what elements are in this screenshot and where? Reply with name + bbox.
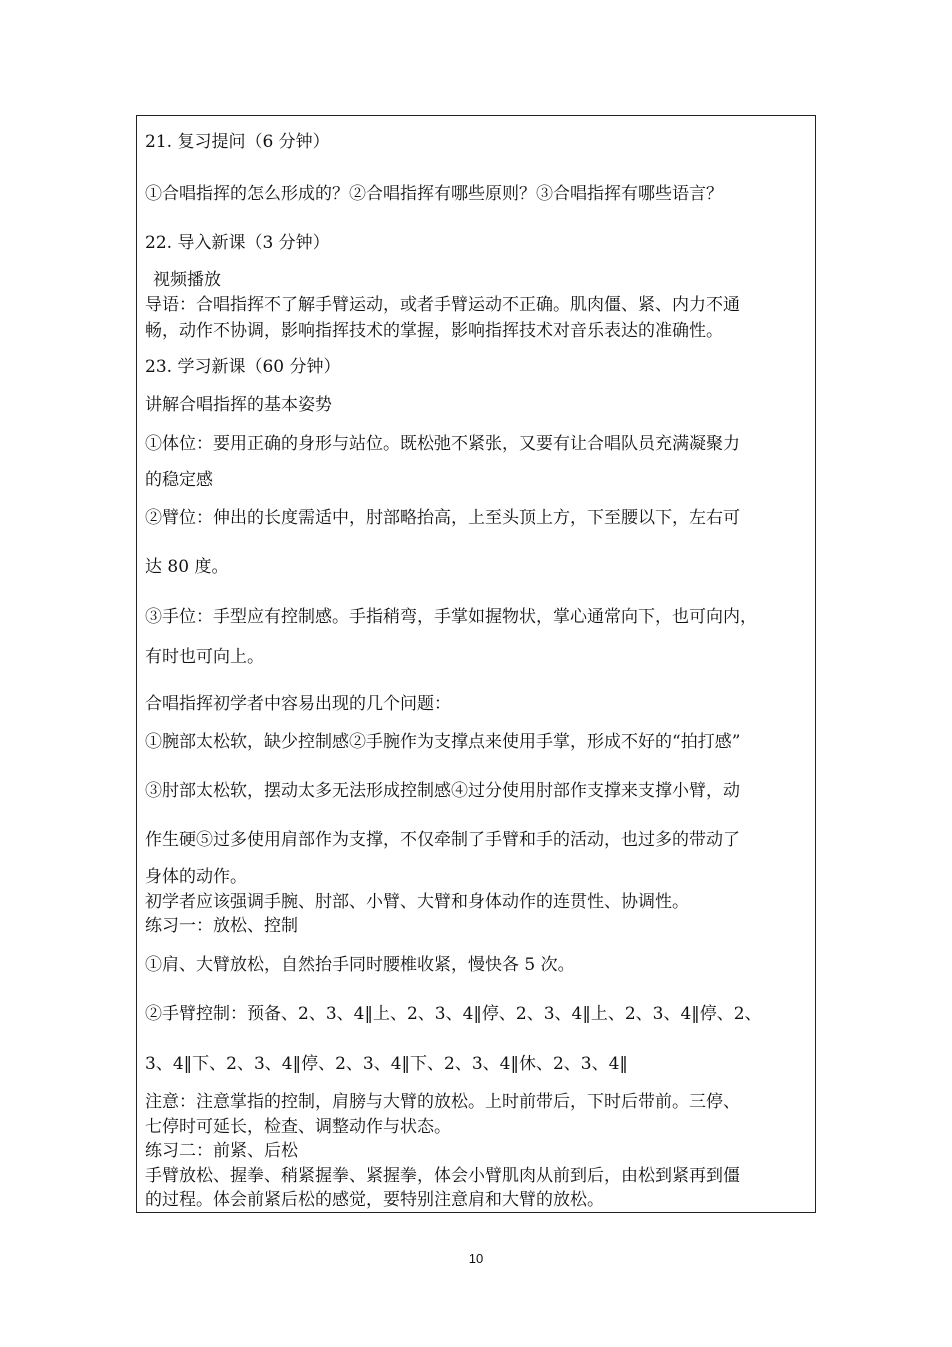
hand-position-line1: ③手位：手型应有控制感。手指稍弯，手掌如握物状，掌心通常向下，也可向内， bbox=[145, 607, 757, 627]
exercise1-title: 练习一：放松、控制 bbox=[145, 916, 298, 936]
topic-heading: 讲解合唱指挥的基本姿势 bbox=[145, 395, 332, 415]
body-position-line1: ①体位：要用正确的身形与站位。既松弛不紧张，又要有让合唱队员充满凝聚力 bbox=[145, 434, 740, 454]
problems-title: 合唱指挥初学者中容易出现的几个问题： bbox=[145, 694, 451, 714]
problems-line2: ③肘部太松软，摆动太多无法形成控制感④过分使用肘部作支撑来支撑小臂，动 bbox=[145, 781, 740, 801]
intro-text-line2: 畅，动作不协调，影响指挥技术的掌握，影响指挥技术对音乐表达的准确性。 bbox=[145, 321, 723, 341]
section-23-heading: 23. 学习新课（60 分钟） bbox=[145, 357, 341, 377]
hand-position-line2: 有时也可向上。 bbox=[145, 647, 264, 667]
note-line1: 注意：注意掌指的控制，肩膀与大臂的放松。上时前带后，下时后带前。三停、 bbox=[145, 1092, 740, 1112]
section-21-heading: 21. 复习提问（6 分钟） bbox=[145, 132, 330, 152]
exercise1-item1: ①肩、大臂放松，自然抬手同时腰椎收紧，慢快各 5 次。 bbox=[145, 955, 575, 975]
problems-line1: ①腕部太松软，缺少控制感②手腕作为支撑点来使用手掌，形成不好的“拍打感” bbox=[145, 732, 741, 752]
problems-line3: 作生硬⑤过多使用肩部作为支撑，不仅牵制了手臂和手的活动，也过多的带动了 bbox=[145, 830, 740, 850]
exercise1-item2-line1: ②手臂控制：预备、2、3、4‖上、2、3、4‖停、2、3、4‖上、2、3、4‖停、2、 bbox=[145, 1004, 762, 1024]
note-line2: 七停时可延长，检查、调整动作与状态。 bbox=[145, 1117, 451, 1137]
intro-text-line1: 导语：合唱指挥不了解手臂运动，或者手臂运动不正确。肌肉僵、紧、内力不通 bbox=[145, 295, 740, 315]
exercise2-line1: 手臂放松、握拳、稍紧握拳、紧握拳，体会小臂肌肉从前到后，由松到紧再到僵 bbox=[145, 1166, 740, 1186]
video-play-text: 视频播放 bbox=[153, 270, 221, 290]
review-questions: ①合唱指挥的怎么形成的？②合唱指挥有哪些原则？③合唱指挥有哪些语言？ bbox=[145, 184, 723, 204]
section-22-heading: 22. 导入新课（3 分钟） bbox=[145, 233, 330, 253]
lesson-plan-box bbox=[136, 115, 816, 1213]
arm-position-line1: ②臂位：伸出的长度需适中，肘部略抬高，上至头顶上方，下至腰以下，左右可 bbox=[145, 508, 740, 528]
body-position-line2: 的稳定感 bbox=[145, 470, 213, 490]
exercise2-line2: 的过程。体会前紧后松的感觉，要特别注意肩和大臂的放松。 bbox=[145, 1190, 604, 1210]
problems-line4: 身体的动作。 bbox=[145, 867, 247, 887]
arm-position-line2: 达 80 度。 bbox=[145, 557, 229, 577]
exercise2-title: 练习二：前紧、后松 bbox=[145, 1141, 298, 1161]
beginner-note: 初学者应该强调手腕、肘部、小臂、大臂和身体动作的连贯性、协调性。 bbox=[145, 892, 689, 912]
page-number: 10 bbox=[468, 1251, 484, 1266]
exercise1-item2-line2: 3、4‖下、2、3、4‖停、2、3、4‖下、2、3、4‖休、2、3、4‖ bbox=[145, 1054, 628, 1074]
